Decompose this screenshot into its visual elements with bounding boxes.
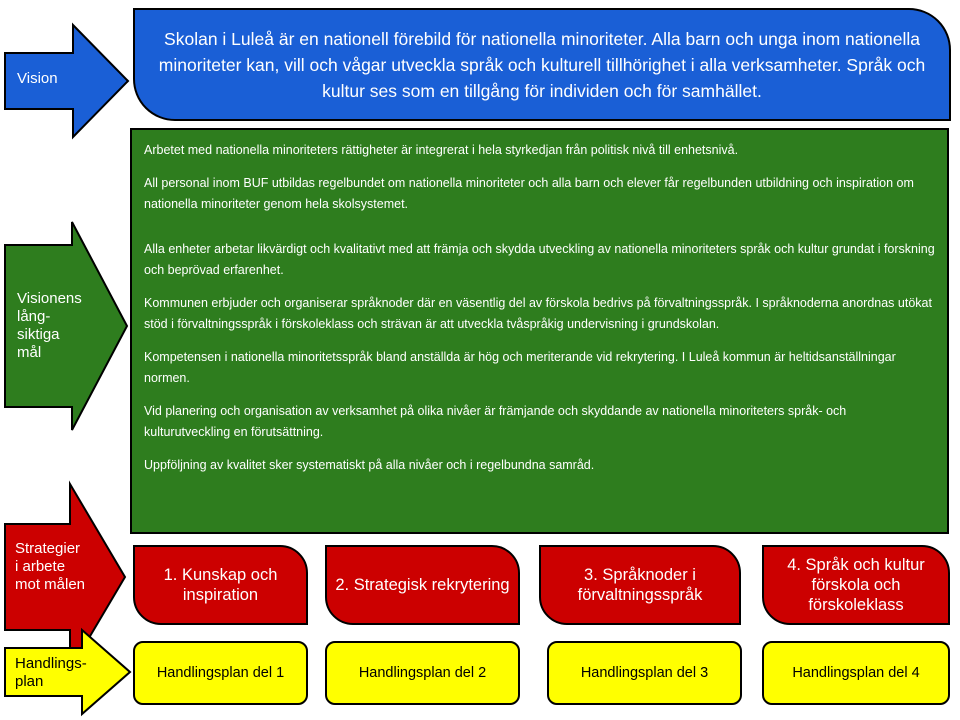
plan-label: Handlingsplan del 4 xyxy=(792,665,920,681)
goal-item: Uppföljning av kvalitet sker systematiskt på alla nivåer och i regelbundna samråd. xyxy=(144,458,595,472)
plan-arrow-label: Handlings- plan xyxy=(15,655,87,690)
plan-box-1 xyxy=(133,641,308,705)
plan-label: Handlingsplan del 1 xyxy=(156,665,285,681)
strategy-label: 2. Strategisk rekrytering xyxy=(335,576,510,594)
strategy-label: 1. Kunskap och inspiration xyxy=(163,566,278,604)
goals-arrow-label: Visionens lång- siktiga mål xyxy=(17,290,82,361)
goal-item: Vid planering och organisation av verksamhet på olika nivåer är främjande och skyddande av nationella minoriteters språk- och kulturutveckling en förutsättning. xyxy=(144,404,847,439)
goal-item: Kompetensen i nationella minoritetsspråk bland anställda är hög och meriterande vid rekrytering. I Luleå kommun är heltidsanställningar normen. xyxy=(144,350,896,385)
goal-item: Arbetet med nationella minoriteters rättigheter är integrerat i hela styrkedjan från politisk nivå till enhetsnivå. xyxy=(144,143,739,157)
plan-label: Handlingsplan del 2 xyxy=(358,665,487,681)
plan-label: Handlingsplan del 3 xyxy=(580,665,709,681)
plan-box-3 xyxy=(547,641,742,705)
vision-arrow-label: Vision xyxy=(17,70,58,87)
vision-box xyxy=(133,8,951,121)
goal-item: All personal inom BUF utbildas regelbundet om nationella minoriteter och alla barn och elever får regelbunden utbildning och inspiration om nationella minoriteter genom hela skolsystemet. xyxy=(144,176,914,211)
strategy-box-4 xyxy=(762,545,950,625)
strategy-box-2 xyxy=(325,545,520,625)
goal-item: Alla enheter arbetar likvärdigt och kvalitativt med att främja och skydda utveckling av nationella minoriteters språk och kultur grundat i forskning och beprövad erfarenhet. xyxy=(144,242,935,277)
vision-text: Skolan i Luleå är en nationell förebild för nationella minoriteter. Alla barn och unga inom nationella minoriteter kan, vill och vågar utveckla språk och kulturell tillhörighet i alla verksamheter. Språk och kultur ses som en tillgång för individen och för samhället. xyxy=(158,28,926,101)
strategies-arrow-label: Strategier i arbete mot målen xyxy=(15,540,86,593)
plan-box-4 xyxy=(762,641,950,705)
strategy-box-1 xyxy=(133,545,308,625)
plan-box-2 xyxy=(325,641,520,705)
goal-item: Kommunen erbjuder och organiserar språknoder där en väsentlig del av förskola bedrivs på förvaltningsspråk. I språknoderna anordnas utökat stöd i förvaltningsspråk i förskoleklass och strävan är att utveckla tvåspråkig undervisning i grundskolan. xyxy=(144,296,932,331)
strategy-box-3 xyxy=(539,545,741,625)
strategy-label: 4. Språk och kultur förskola och förskoleklass xyxy=(787,556,925,614)
goals-box xyxy=(130,128,949,534)
strategy-label: 3. Språknoder i förvaltningsspråk xyxy=(577,566,703,604)
